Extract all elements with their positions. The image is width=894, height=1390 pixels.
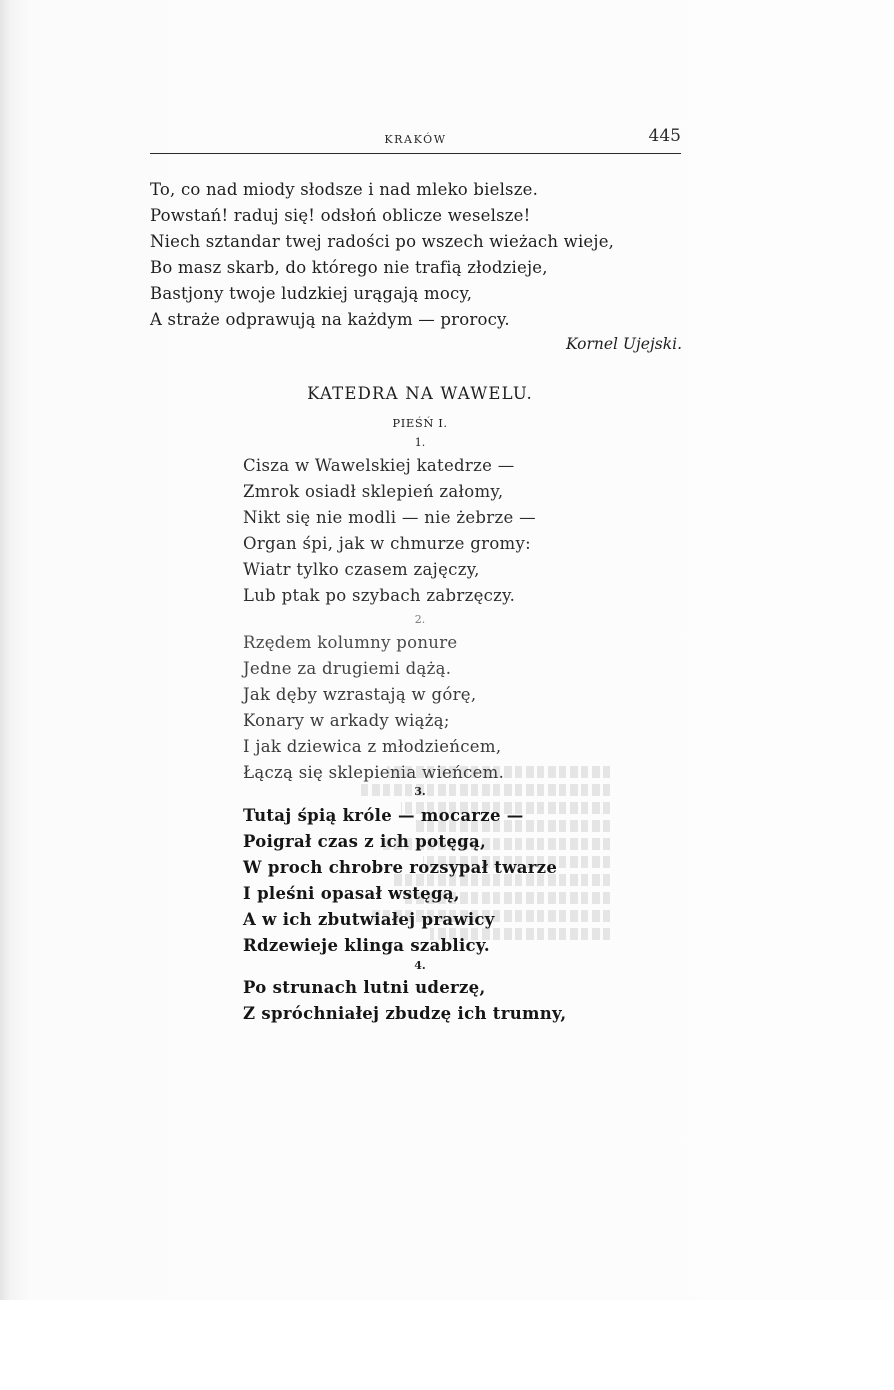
verse-line: Niech sztandar twej radości po wszech wieżach wieje, (150, 232, 615, 251)
verse-line: Jedne za drugiemi dążą. (243, 659, 452, 678)
verse-line: Nikt się nie modli — nie żebrze — (243, 508, 536, 527)
stanza-number: 3. (414, 785, 426, 798)
verse-line: I jak dziewica z młodzieńcem, (243, 737, 502, 756)
song-heading: PIEŚŃ I. (392, 416, 448, 430)
verse-line: A w ich zbutwiałej prawicy (243, 910, 495, 929)
verse-line: Rzędem kolumny ponure (243, 633, 458, 652)
verse-line: Bo masz skarb, do którego nie trafią złodzieje, (150, 258, 548, 277)
stanza (243, 975, 683, 1027)
header-rule (150, 153, 681, 154)
stanza-number: 2. (414, 613, 426, 626)
verse-line: Organ śpi, jak w chmurze gromy: (243, 534, 531, 553)
verse-line: Rdzewieje klinga szablicy. (243, 936, 490, 955)
verse-line: Wiatr tylko czasem zajęczy, (243, 560, 480, 579)
verse-line: Powstań! raduj się! odsłoń oblicze weselsze! (150, 206, 531, 225)
stanza (243, 453, 683, 609)
verse-line: Cisza w Wawelskiej katedrze — (243, 456, 515, 475)
verse-line: Z spróchniałej zbudzę ich trumny, (243, 1004, 567, 1023)
verse-line: Jak dęby wzrastają w górę, (243, 685, 477, 704)
stanza (243, 630, 683, 786)
header-title: KRAKÓW (384, 133, 447, 146)
page-number: 445 (648, 126, 681, 146)
verse-line: To, co nad miody słodsze i nad mleko bielsze. (150, 180, 539, 199)
verse-line: Lub ptak po szybach zabrzęczy. (243, 586, 516, 605)
verse-line: Zmrok osiadł sklepień załomy, (243, 482, 504, 501)
verse-line: Po strunach lutni uderzę, (243, 978, 486, 997)
bottom-margin-strip (0, 1300, 894, 1390)
verse-line: Poigrał czas z ich potęgą, (243, 832, 486, 851)
poem-title: KATEDRA NA WAWELU. (307, 384, 533, 403)
stanza-number: 1. (414, 436, 426, 449)
verse-line: A straże odprawują na każdym — prorocy. (150, 310, 510, 329)
verse-line: Łączą się sklepienia wieńcem. (243, 763, 505, 782)
verse-line: W proch chrobre rozsypał twarze (243, 858, 558, 877)
stanza (243, 803, 683, 959)
verse-line: Bastjony twoje ludzkiej urągają mocy, (150, 284, 473, 303)
verse-line: I pleśni opasał wstęgą, (243, 884, 460, 903)
stanza-number: 4. (414, 959, 426, 972)
poem-ending (150, 177, 710, 333)
verse-line: Tutaj śpią króle — mocarze — (243, 806, 524, 825)
poem-author: Kornel Ujejski. (565, 335, 682, 353)
running-header (150, 126, 681, 162)
verse-line: Konary w arkady wiążą; (243, 711, 450, 730)
